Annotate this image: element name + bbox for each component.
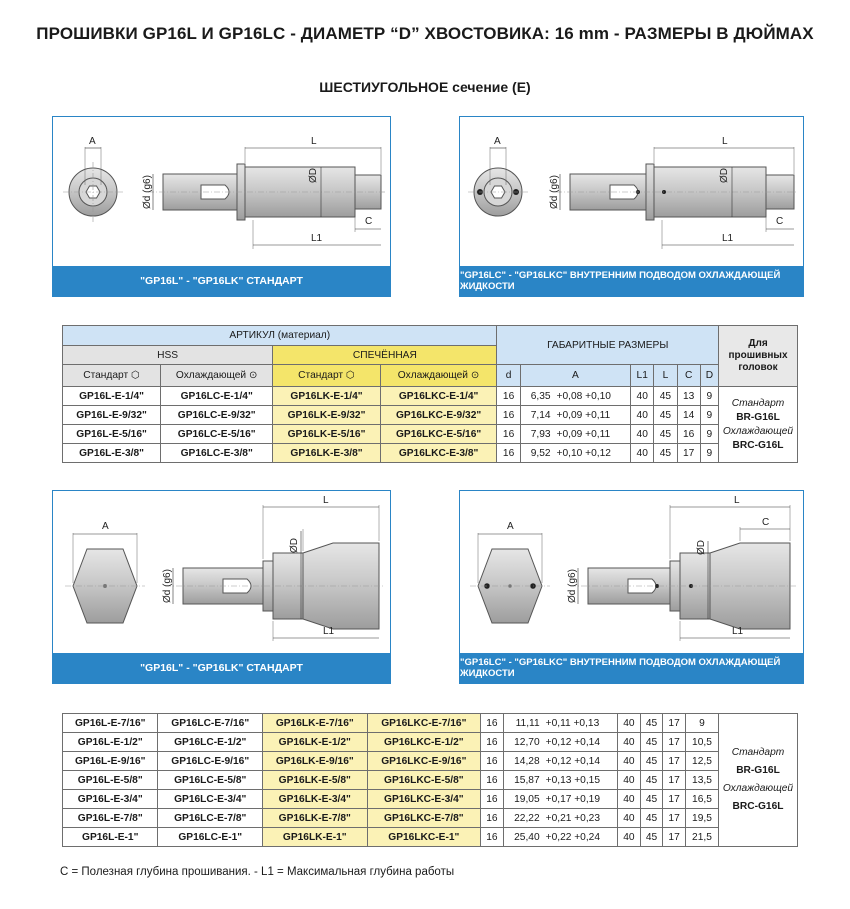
heads-cell (719, 387, 798, 463)
code-sint-standard: GP16LK-E-9/32" (273, 406, 380, 425)
code-sint-standard: GP16LK-E-3/8" (273, 444, 380, 463)
svg-text:L1: L1 (323, 626, 335, 637)
value-L: 45 (640, 828, 663, 847)
value-A: 11,11 (503, 714, 542, 733)
col-d: d (497, 365, 520, 387)
value-C: 16 (677, 425, 700, 444)
tool-drawing-standard-small (53, 117, 390, 267)
code-sint-standard: GP16LK-E-9/16" (263, 752, 368, 771)
table-row (63, 387, 798, 406)
value-L: 45 (654, 406, 677, 425)
table-row (63, 733, 798, 752)
code-hss-coolant: GP16LC-E-7/16" (158, 714, 263, 733)
value-A-tol: +0,21 +0,23 (543, 809, 618, 828)
table-row (63, 444, 798, 463)
code-hss-standard: GP16L-E-7/8" (63, 809, 158, 828)
value-A: 7,14 (520, 406, 553, 425)
value-L1: 40 (618, 771, 641, 790)
svg-text:Ød (g6): Ød (g6) (567, 569, 578, 603)
hex-icon: ⬡ (345, 370, 355, 381)
value-A: 7,93 (520, 425, 553, 444)
value-C: 17 (663, 752, 686, 771)
value-A-tol: +0,12 +0,14 (543, 752, 618, 771)
header-hss: HSS (63, 346, 273, 365)
value-A-tol: +0,10 +0,12 (554, 444, 631, 463)
value-D: 9 (700, 444, 718, 463)
svg-text:L: L (323, 495, 329, 506)
svg-text:L: L (734, 495, 740, 506)
code-hss-standard: GP16L-E-1/2" (63, 733, 158, 752)
value-L1: 40 (618, 828, 641, 847)
code-sint-coolant: GP16LKC-E-9/32" (380, 406, 497, 425)
heads-cool-code: BRC-G16L (732, 801, 784, 812)
value-d: 16 (481, 828, 504, 847)
value-d: 16 (481, 714, 504, 733)
svg-text:C: C (776, 216, 784, 227)
value-L: 45 (640, 752, 663, 771)
code-hss-standard: GP16L-E-3/4" (63, 790, 158, 809)
value-D: 12,5 (685, 752, 718, 771)
code-hss-standard: GP16L-E-9/32" (63, 406, 161, 425)
header-sint-coolant: Охлаждающей ⊙ (380, 365, 497, 387)
value-d: 16 (497, 406, 520, 425)
code-sint-standard: GP16LK-E-7/8" (263, 809, 368, 828)
value-D: 9 (700, 406, 718, 425)
code-hss-coolant: GP16LC-E-7/8" (158, 809, 263, 828)
value-C: 17 (663, 809, 686, 828)
hex-icon: ⬡ (130, 370, 140, 381)
value-A-tol: +0,09 +0,11 (554, 425, 631, 444)
header-hss-coolant: Охлаждающей ⊙ (161, 365, 273, 387)
value-D: 19,5 (685, 809, 718, 828)
header-heads: Для прошивных головок (719, 326, 798, 387)
value-d: 16 (497, 444, 520, 463)
code-hss-coolant: GP16LC-E-1/2" (158, 733, 263, 752)
svg-text:L1: L1 (732, 626, 744, 637)
heads-cool-label: Охлаждающей (722, 783, 794, 794)
col-L: L (654, 365, 677, 387)
svg-text:Ød (g6): Ød (g6) (142, 175, 153, 209)
code-sint-coolant: GP16LKC-E-9/16" (367, 752, 481, 771)
svg-text:Ød (g6): Ød (g6) (549, 175, 560, 209)
table-row (63, 828, 798, 847)
value-A: 22,22 (503, 809, 542, 828)
value-L: 45 (640, 733, 663, 752)
panel-caption: "GP16LC" - "GP16LKC" ВНУТРЕННИМ ПОДВОДОМ ОХЛАЖДАЮЩЕЙ ЖИДКОСТИ (460, 653, 803, 683)
value-d: 16 (497, 425, 520, 444)
value-A-tol: +0,13 +0,15 (543, 771, 618, 790)
heads-cool-label: Охлаждающей (722, 425, 794, 437)
coolant-icon: ⊙ (248, 370, 258, 381)
value-D: 9 (700, 387, 718, 406)
coolant-icon: ⊙ (470, 370, 480, 381)
value-A: 6,35 (520, 387, 553, 406)
value-L1: 40 (618, 752, 641, 771)
code-hss-standard: GP16L-E-5/8" (63, 771, 158, 790)
code-sint-coolant: GP16LKC-E-5/16" (380, 425, 497, 444)
heads-std-label: Стандарт (731, 397, 785, 409)
value-d: 16 (481, 733, 504, 752)
code-sint-standard: GP16LK-E-1" (263, 828, 368, 847)
table-row (63, 752, 798, 771)
drawing-panel-standard-small (52, 116, 391, 297)
value-L1: 40 (631, 406, 654, 425)
dimensions-table-2 (62, 713, 798, 847)
tool-drawing-coolant-small (460, 117, 803, 267)
svg-text:L: L (722, 136, 728, 147)
value-A: 15,87 (503, 771, 542, 790)
code-hss-standard: GP16L-E-5/16" (63, 425, 161, 444)
svg-text:ØD: ØD (696, 540, 707, 555)
code-hss-standard: GP16L-E-1/4" (63, 387, 161, 406)
code-sint-coolant: GP16LKC-E-3/4" (367, 790, 481, 809)
panel-caption: "GP16L" - "GP16LK" СТАНДАРТ (53, 653, 390, 683)
header-article: АРТИКУЛ (материал) (63, 326, 497, 346)
table-row (63, 425, 798, 444)
value-L: 45 (640, 714, 663, 733)
tool-drawing-standard-large (53, 491, 390, 654)
code-sint-coolant: GP16LKC-E-3/8" (380, 444, 497, 463)
code-hss-coolant: GP16LC-E-9/16" (158, 752, 263, 771)
value-L: 45 (640, 771, 663, 790)
value-C: 17 (663, 828, 686, 847)
code-hss-coolant: GP16LC-E-5/16" (161, 425, 273, 444)
svg-text:L: L (311, 136, 317, 147)
value-L: 45 (654, 387, 677, 406)
col-C: C (677, 365, 700, 387)
code-hss-standard: GP16L-E-9/16" (63, 752, 158, 771)
drawing-panel-standard-large (52, 490, 391, 684)
svg-text:A: A (89, 136, 96, 147)
panel-caption: "GP16L" - "GP16LK" СТАНДАРТ (53, 266, 390, 296)
heads-cell (719, 714, 798, 847)
svg-text:Ød (g6): Ød (g6) (162, 569, 173, 603)
value-A: 9,52 (520, 444, 553, 463)
code-hss-standard: GP16L-E-3/8" (63, 444, 161, 463)
value-L1: 40 (618, 714, 641, 733)
value-A: 12,70 (503, 733, 542, 752)
value-C: 14 (677, 406, 700, 425)
tool-drawing-coolant-large (460, 491, 803, 654)
header-sint-standard: Стандарт ⬡ (273, 365, 380, 387)
footnote: C = Полезная глубина прошивания. - L1 = Максимальная глубина работы (60, 866, 455, 878)
code-sint-coolant: GP16LKC-E-1" (367, 828, 481, 847)
value-C: 17 (663, 771, 686, 790)
section-subtitle: ШЕСТИУГОЛЬНОЕ сечение (E) (319, 79, 531, 95)
code-sint-coolant: GP16LKC-E-7/16" (367, 714, 481, 733)
value-d: 16 (481, 809, 504, 828)
value-L: 45 (640, 809, 663, 828)
value-L: 45 (654, 425, 677, 444)
value-D: 9 (685, 714, 718, 733)
value-A-tol: +0,17 +0,19 (543, 790, 618, 809)
value-A: 25,40 (503, 828, 542, 847)
table-row (63, 790, 798, 809)
value-C: 17 (663, 790, 686, 809)
value-L1: 40 (631, 387, 654, 406)
value-D: 13,5 (685, 771, 718, 790)
panel-caption: "GP16LC" - "GP16LKC" ВНУТРЕННИМ ПОДВОДОМ ОХЛАЖДАЮЩЕЙ ЖИДКОСТИ (460, 266, 803, 296)
table-2-body (63, 714, 798, 847)
svg-text:ØD: ØD (719, 168, 730, 183)
code-sint-standard: GP16LK-E-1/4" (273, 387, 380, 406)
col-A: A (520, 365, 630, 387)
value-D: 9 (700, 425, 718, 444)
code-hss-standard: GP16L-E-7/16" (63, 714, 158, 733)
code-sint-standard: GP16LK-E-5/16" (273, 425, 380, 444)
page-title: ПРОШИВКИ GP16L И GP16LC - ДИАМЕТР “D” ХВОСТОВИКА: 16 mm - РАЗМЕРЫ В ДЮЙМАХ (36, 24, 814, 43)
code-hss-coolant: GP16LC-E-1" (158, 828, 263, 847)
value-L: 45 (654, 444, 677, 463)
header-hss-standard: Стандарт ⬡ (63, 365, 161, 387)
svg-text:C: C (365, 216, 373, 227)
value-L1: 40 (618, 733, 641, 752)
value-d: 16 (497, 387, 520, 406)
table-row (63, 714, 798, 733)
value-L1: 40 (618, 790, 641, 809)
table-row (63, 406, 798, 425)
header-dimensions: ГАБАРИТНЫЕ РАЗМЕРЫ (497, 326, 719, 365)
value-d: 16 (481, 752, 504, 771)
svg-text:ØD: ØD (289, 538, 300, 553)
value-L: 45 (640, 790, 663, 809)
col-L1: L1 (631, 365, 654, 387)
value-d: 16 (481, 771, 504, 790)
code-sint-coolant: GP16LKC-E-1/4" (380, 387, 497, 406)
value-C: 17 (663, 733, 686, 752)
value-C: 13 (677, 387, 700, 406)
table-row (63, 809, 798, 828)
value-A-tol: +0,08 +0,10 (554, 387, 631, 406)
heads-cool-code: BRC-G16L (732, 439, 784, 451)
svg-text:A: A (507, 521, 514, 532)
table-1-body (63, 387, 798, 463)
svg-text:A: A (102, 521, 109, 532)
value-A-tol: +0,22 +0,24 (543, 828, 618, 847)
dimensions-table-1 (62, 325, 798, 463)
code-sint-standard: GP16LK-E-5/8" (263, 771, 368, 790)
value-D: 21,5 (685, 828, 718, 847)
drawing-panel-coolant-large (459, 490, 804, 684)
drawing-panel-coolant-small (459, 116, 804, 297)
value-A: 14,28 (503, 752, 542, 771)
code-sint-coolant: GP16LKC-E-5/8" (367, 771, 481, 790)
code-hss-coolant: GP16LC-E-3/8" (161, 444, 273, 463)
heads-std-code: BR-G16L (736, 765, 780, 776)
code-sint-coolant: GP16LKC-E-1/2" (367, 733, 481, 752)
value-L1: 40 (631, 444, 654, 463)
svg-text:C: C (762, 517, 770, 528)
code-hss-standard: GP16L-E-1" (63, 828, 158, 847)
value-d: 16 (481, 790, 504, 809)
code-hss-coolant: GP16LC-E-3/4" (158, 790, 263, 809)
code-sint-standard: GP16LK-E-1/2" (263, 733, 368, 752)
heads-std-label: Стандарт (731, 747, 785, 758)
code-sint-coolant: GP16LKC-E-7/8" (367, 809, 481, 828)
svg-text:L1: L1 (311, 233, 323, 244)
value-D: 16,5 (685, 790, 718, 809)
col-D: D (700, 365, 718, 387)
header-sintered: СПЕЧЁННАЯ (273, 346, 497, 365)
value-A-tol: +0,11 +0,13 (543, 714, 618, 733)
code-sint-standard: GP16LK-E-7/16" (263, 714, 368, 733)
svg-text:ØD: ØD (308, 168, 319, 183)
table-row (63, 771, 798, 790)
value-C: 17 (677, 444, 700, 463)
value-L1: 40 (631, 425, 654, 444)
value-A-tol: +0,09 +0,11 (554, 406, 631, 425)
code-hss-coolant: GP16LC-E-1/4" (161, 387, 273, 406)
code-hss-coolant: GP16LC-E-9/32" (161, 406, 273, 425)
value-A: 19,05 (503, 790, 542, 809)
value-C: 17 (663, 714, 686, 733)
heads-std-code: BR-G16L (736, 411, 780, 423)
code-hss-coolant: GP16LC-E-5/8" (158, 771, 263, 790)
code-sint-standard: GP16LK-E-3/4" (263, 790, 368, 809)
svg-text:A: A (494, 136, 501, 147)
value-D: 10,5 (685, 733, 718, 752)
value-A-tol: +0,12 +0,14 (543, 733, 618, 752)
svg-text:L1: L1 (722, 233, 734, 244)
value-L1: 40 (618, 809, 641, 828)
